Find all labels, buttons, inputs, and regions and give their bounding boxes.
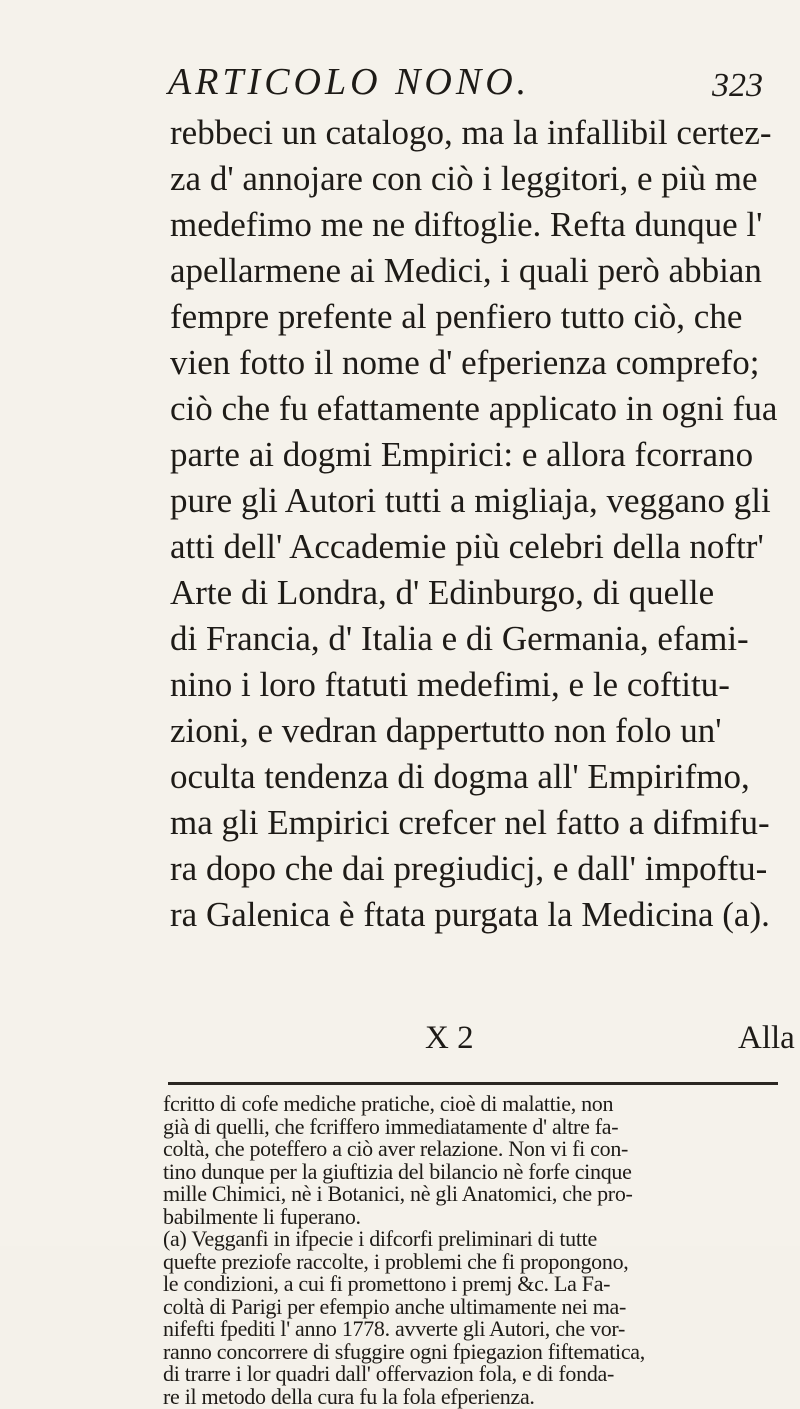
footnote-line: tino dunque per la giuftizia del bilancio nè forfe cinque bbox=[163, 1158, 632, 1184]
body-line: atti dell' Accademie più celebri della noftr' bbox=[170, 527, 764, 566]
body-line: Arte di Londra, d' Edinburgo, di quelle bbox=[170, 573, 715, 612]
body-line: zioni, e vedran dappertutto non folo un' bbox=[170, 711, 722, 750]
body-line: medefimo me ne diftoglie. Refta dunque l' bbox=[170, 205, 763, 244]
body-line: rebbeci un catalogo, ma la infallibil certez- bbox=[170, 113, 772, 152]
catchword: Alla bbox=[738, 1020, 795, 1056]
body-line: parte ai dogmi Empirici: e allora fcorrano bbox=[170, 435, 754, 474]
signature-row bbox=[170, 1018, 800, 1058]
body-line: vien fotto il nome d' efperienza comprefo; bbox=[170, 343, 760, 382]
footnote-line: re il metodo della cura fu la fola efperienza. bbox=[163, 1383, 535, 1409]
body-line: ciò che fu efattamente applicato in ogni fua bbox=[170, 389, 778, 428]
footnote-line: (a) Vegganfi in ifpecie i difcorfi preliminari di tutte bbox=[163, 1226, 597, 1251]
footnote-line: coltà di Parigi per efempio anche ultimamente nei ma- bbox=[163, 1293, 627, 1319]
body-line: nino i loro ftatuti medefimi, e le coftitu- bbox=[170, 665, 730, 704]
body-text bbox=[170, 110, 800, 938]
footnote-line: babilmente li fuperano. bbox=[163, 1203, 361, 1229]
footnote-line: nifefti fpediti l' anno 1778. avverte gli Autori, che vor- bbox=[163, 1316, 626, 1341]
body-line: ra Galenica è ftata purgata la Medicina (a). bbox=[170, 895, 770, 934]
body-line: ra dopo che dai pregiudicj, e dall' impoftu- bbox=[170, 849, 768, 888]
body-line: pure gli Autori tutti a migliaja, veggano gli bbox=[170, 481, 771, 520]
body-line: apellarmene ai Medici, i quali però abbian bbox=[170, 251, 762, 290]
page-number: 323 bbox=[712, 67, 763, 104]
footnote-line: ranno concorrere di sfuggire ogni fpiegazion fiftematica, bbox=[163, 1338, 645, 1364]
footnotes bbox=[163, 1093, 800, 1408]
body-line: fempre prefente al penfiero tutto ciò, che bbox=[170, 297, 743, 336]
signature-mark: X 2 bbox=[425, 1020, 474, 1056]
footnote-line: quefte preziofe raccolte, i problemi che fi propongono, bbox=[163, 1248, 629, 1274]
body-line: ma gli Empirici crefcer nel fatto a difmifu- bbox=[170, 803, 770, 842]
body-line: za d' annojare con ciò i leggitori, e più me bbox=[170, 159, 758, 198]
footnote-line: mille Chimici, nè i Botanici, nè gli Anatomici, che pro- bbox=[163, 1181, 633, 1206]
running-head bbox=[0, 60, 800, 104]
footnote-line: le condizioni, a cui fi promettono i premj &c. La Fa- bbox=[163, 1271, 611, 1296]
running-title: ARTICOLO NONO. bbox=[168, 61, 531, 103]
body-line: oculta tendenza di dogma all' Empirifmo, bbox=[170, 757, 750, 796]
footnote-line: coltà, che poteffero a ciò aver relazione. Non vi fi con- bbox=[163, 1136, 629, 1161]
footnote-line: di trarre i lor quadri dall' offervazion fola, e di fonda- bbox=[163, 1361, 615, 1386]
footnote-rule bbox=[168, 1082, 778, 1085]
footnote-line: già di quelli, che fcriffero immediatamente d' altre fa- bbox=[163, 1113, 619, 1139]
body-line: di Francia, d' Italia e di Germania, efami- bbox=[170, 619, 749, 658]
footnote-line: fcritto di cofe mediche pratiche, cioè di malattie, non bbox=[163, 1091, 614, 1116]
